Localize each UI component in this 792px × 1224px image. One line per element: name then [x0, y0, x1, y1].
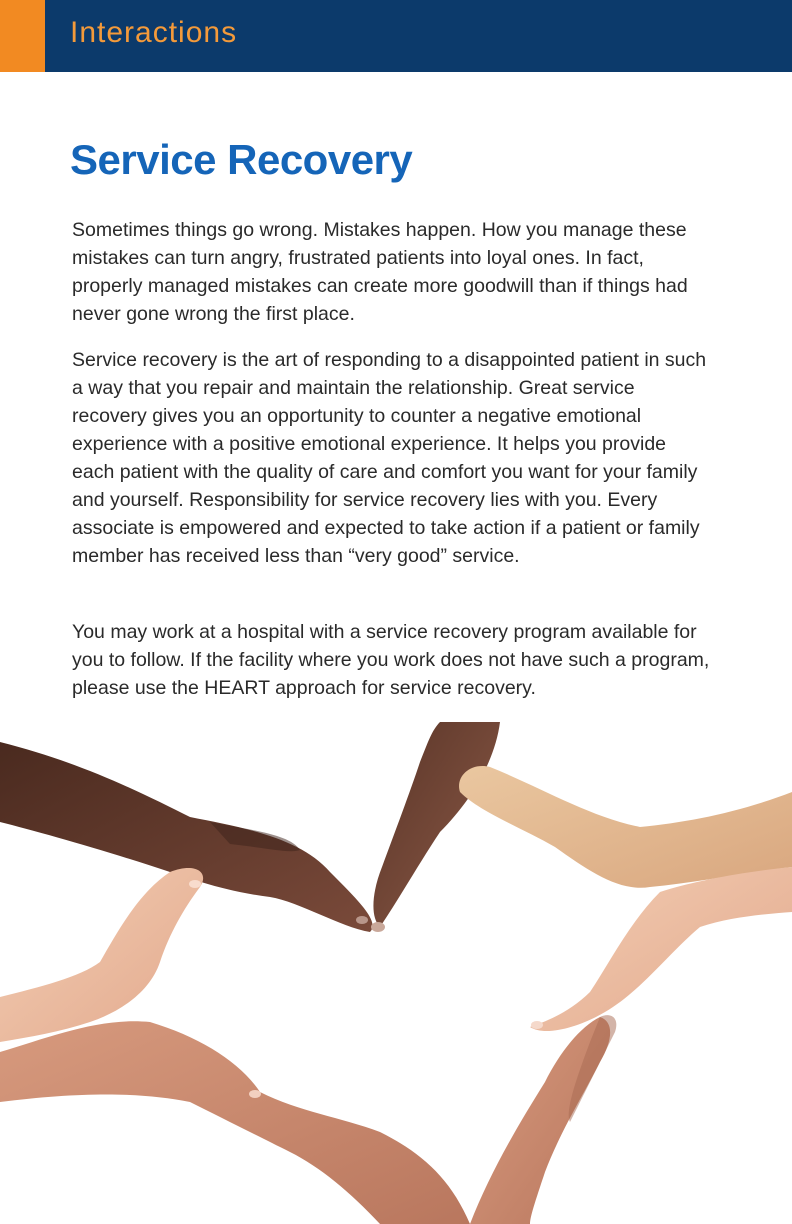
body-paragraph-3: You may work at a hospital with a service recovery program available for you to follow. If the facility where you work does not have such a program, please use the HEART approach for service recovery. — [72, 621, 710, 699]
medium-hand-left-bottom — [0, 1021, 470, 1224]
light-hand-left — [0, 868, 203, 1042]
section-label: Interactions — [70, 16, 238, 49]
body-paragraph-1: Sometimes things go wrong. Mistakes happen. How you manage these mistakes can turn angry, frustrated patients into loyal ones. In fact, properly managed mistakes can create more goodwill than if things had never gone wrong the first place. — [72, 219, 688, 325]
page-title: Service Recovery — [70, 136, 413, 183]
dark-hand-center — [373, 722, 500, 927]
tan-hand-right-top — [459, 766, 792, 888]
hands-heart-photo — [0, 722, 792, 1224]
header-accent-tab — [0, 0, 45, 72]
body-paragraph-2: Service recovery is the art of responding to a disappointed patient in such a way that you repair and maintain the relationship. Great service recovery gives you an opportunity to counter a negative emotional experience with a positive emotional experience. It helps you provide each patient with the quality of care and comfort you want for your family and yourself. Responsibility for service recovery lies with you. Every associate is empowered and expected to take action if a patient or family member has received less than “very good” service. — [72, 349, 707, 567]
light-hand-right — [530, 867, 792, 1031]
